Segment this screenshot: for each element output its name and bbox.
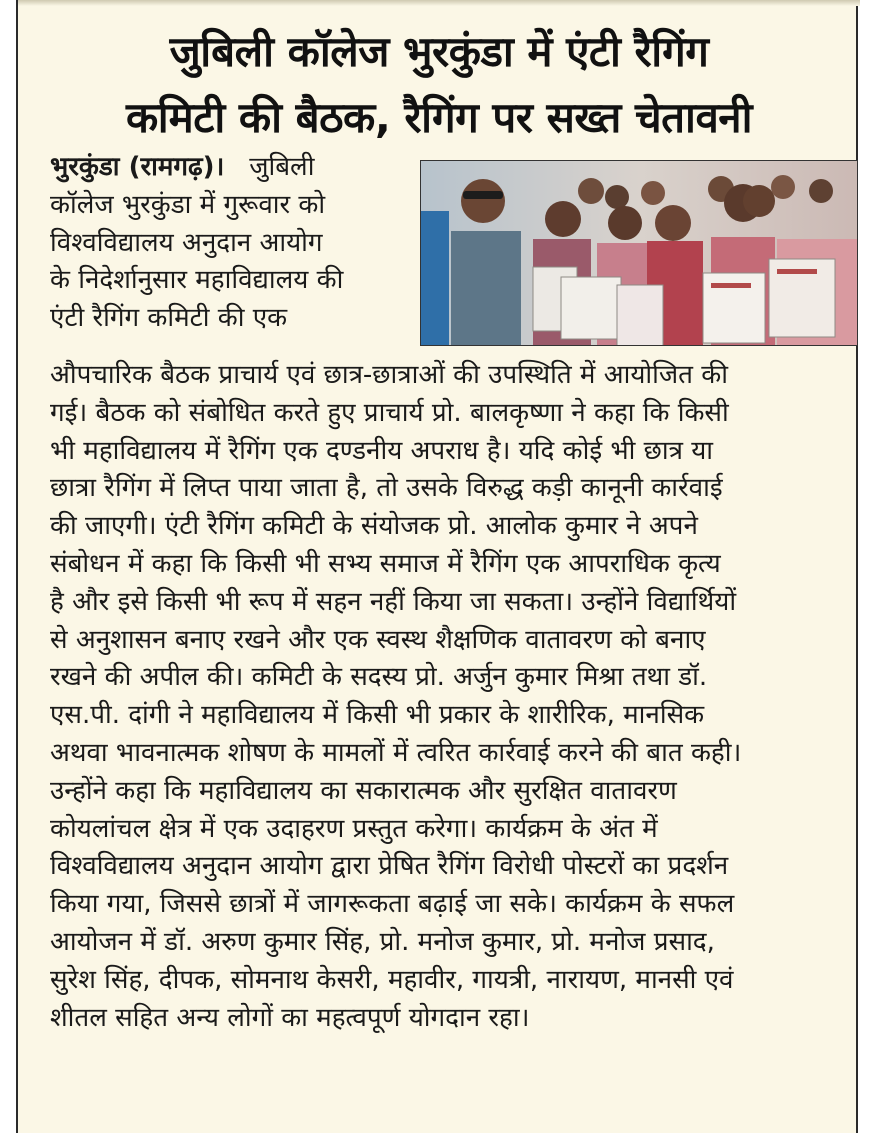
dateline: भुरकुंडा (रामगढ़)। [50, 152, 225, 182]
body-line-12: उन्होंने कहा कि महाविद्यालय का सकारात्मक और सुरक्षित वातावरण [50, 775, 677, 806]
body-line-13: कोयलांचल क्षेत्र में एक उदाहरण प्रस्तुत करेगा। कार्यक्रम के अंत में [50, 813, 658, 844]
lead-line-3: विश्वविद्यालय अनुदान आयोग [50, 227, 323, 258]
lead-line-5: एंटी रैगिंग कमिटी की एक [50, 303, 288, 334]
body-line-15: किया गया, जिससे छात्रों में जागरूकता बढ़ाई जा सके। कार्यक्रम के सफल [50, 889, 735, 920]
lead-column [50, 149, 416, 379]
body-line-5: की जाएगी। एंटी रैगिंग कमिटी के संयोजक प्रो. आलोक कुमार ने अपने [50, 511, 698, 542]
body-line-9: रखने की अपील की। कमिटी के सदस्य प्रो. अर्जुन कुमार मिश्रा तथा डॉ. [50, 662, 708, 693]
body-line-11: अथवा भावनात्मक शोषण के मामलों में त्वरित कार्रवाई करने की बात कही। [50, 737, 742, 768]
body-line-2: गई। बैठक को संबोधित करते हुए प्राचार्य प्रो. बालकृष्णा ने कहा कि किसी [50, 397, 729, 428]
body-line-4: छात्रा रैगिंग में लिप्त पाया जाता है, तो उसके विरुद्ध कड़ी कानूनी कार्रवाई [50, 473, 723, 504]
body-line-17: सुरेश सिंह, दीपक, सोमनाथ केसरी, महावीर, गायत्री, नारायण, मानसी एवं [50, 964, 734, 995]
body-line-7: है और इसे किसी भी रूप में सहन नहीं किया जा सकता। उन्होंने विद्यार्थियों [50, 586, 737, 617]
body-line-1: औपचारिक बैठक प्राचार्य एवं छात्र-छात्राओं की उपस्थिति में आयोजित की [50, 360, 728, 390]
lead-line-4: के निदेर्शानुसार महाविद्यालय की [50, 265, 344, 296]
body-line-3: भी महाविद्यालय में रैगिंग एक दण्डनीय अपराध है। यदि कोई भी छात्र या [50, 435, 714, 466]
group-photo-image [421, 161, 858, 346]
group-photo [420, 160, 858, 346]
body-line-18: शीतल सहित अन्य लोगों का महत्वपूर्ण योगदान रहा। [50, 1002, 530, 1033]
body-line-14: विश्वविद्यालय अनुदान आयोग द्वारा प्रेषित रैगिंग विरोधी पोस्टरों का प्रदर्शन [50, 851, 729, 882]
lead-line-2: कॉलेज भुरकुंडा में गुरूवार को [50, 189, 326, 220]
body-line-16: आयोजन में डॉ. अरुण कुमार सिंह, प्रो. मनोज कुमार, प्रो. मनोज प्रसाद, [50, 926, 715, 957]
headline-line-1: जुबिली कॉलेज भुरकुंडा में एंटी रैगिंग [169, 27, 709, 76]
body-line-8: से अनुशासन बनाए रखने और एक स्वस्थ शैक्षणिक वातावरण को बनाए [50, 624, 706, 655]
top-rule [18, 0, 860, 6]
article-body [50, 357, 850, 1117]
headline-line-2: कमिटी की बैठक, रैगिंग पर सख्त चेतावनी [126, 93, 752, 142]
lead-line-1: जुबिली [249, 152, 315, 182]
body-line-10: एस.पी. दांगी ने महाविद्यालय में किसी भी प्रकार के शारीरिक, मानसिक [50, 700, 705, 731]
body-line-6: संबोधन में कहा कि किसी भी सभ्य समाज में रैगिंग एक आपराधिक कृत्य [50, 548, 721, 579]
newspaper-clipping [16, 0, 858, 1133]
